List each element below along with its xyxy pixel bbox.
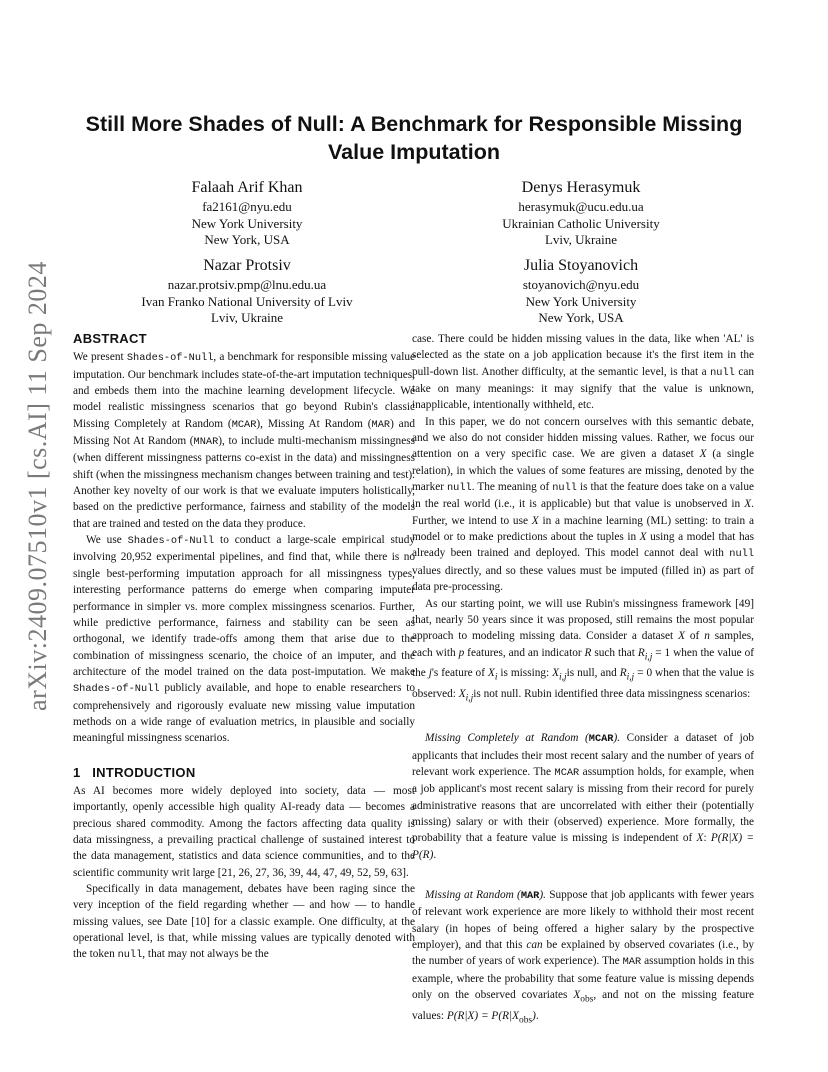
body-paragraph-continued: case. There could be hidden missing values in the data, like when 'AL' is selected as the state on a job application because it's the first item in the pull-down list. Another difficulty, at the semantic level, is that a null can take on many meanings: it may signify that the value is unknown, inapplicable, intentionally withheld, etc. [412, 333, 754, 412]
author-affiliation: New York University [191, 215, 303, 231]
author-block-1 [117, 178, 377, 249]
paper-title-line-2: Value Imputation [327, 140, 501, 164]
author-name: Denys Herasymuk [521, 179, 641, 196]
author-email: stoyanovich@nyu.edu [522, 277, 640, 292]
author-name: Julia Stoyanovich [523, 257, 639, 274]
paper-title-line-1: Still More Shades of Null: A Benchmark for Responsible Missing [85, 112, 743, 136]
author-email: herasymuk@ucu.edu.ua [518, 199, 644, 214]
arxiv-identifier: arXiv:2409.07510v1 [cs.AI] 11 Sep 2024 [23, 261, 52, 711]
abstract-paragraph-2: We use Shades-of-Null to conduct a large-scale empirical study involving 20,952 experimental pipelines, and find that, while there is no single best-performing imputation approach for all missingness types, interesting performance patterns do emerge when comparing imputer performance in simpler vs. more complex missingness scenarios. Further, while predictive performance, fairness and stability can be seen as orthogonal, we identify trade-offs among them that arise due to the combination of missingness scenario, the choice of an imputer, and the architecture of the model trained on the data post-imputation. We make Shades-of-Null publicly available, and hope to enable researchers to comprehensively and rigorously evaluate new missing value imputation methods on a wide range of evaluation metrics, in plausible and socially meaningful missingness scenarios. [73, 534, 415, 745]
author-location: Lviv, Ukraine [544, 232, 618, 247]
author-email: nazar.protsiv.pmp@lnu.edu.ua [167, 277, 327, 292]
author-location: Lviv, Ukraine [210, 310, 284, 325]
author-location: New York, USA [204, 232, 290, 247]
author-affiliation: Ivan Franko National University of Lviv [141, 293, 353, 309]
author-name: Falaah Arif Khan [191, 179, 303, 196]
mcar-paragraph: Missing Completely at Random (MCAR). Consider a dataset of job applicants that includes their most recent salary and the number of years of relevant work experience. The MCAR assumption holds, for example, when a job applicant's most recent salary is missing from their record for purely administrative reasons that are uncorrelated with either their (potentially missing) salary or with their (observed) experience. More formally, the probability that a feature value is missing is independent of X: P(R|X) = P(R). [412, 732, 755, 861]
mar-paragraph: Missing at Random (MAR). Suppose that job applicants with fewer years of relevant work experience are more likely to withhold their most recent salary (in hopes of being offered a higher salary by the prospective employer), and that this can be explained by observed covariates (i.e., by the number of years of work experience). The MAR assumption holds in this example, where the probability that some feature value is missing depends only on the observed covariates $X_{obs}$, and not on the missing feature values: $P(R|X) = P(R|X_{obs})$. [412, 889, 755, 1025]
body-paragraph-rubin-framework: As our starting point, we will use Rubin's missingness framework [49] that, nearly 50 years since it was proposed, still remains the most popular approach to modeling missing data. Consider a dataset X of n samples, each with p features, and an indicator R such that $R_{i,j} = 1$ when the value of the j's feature of $X_i$ is missing: $X_{i,j}is$ null, and $R_{i,j} = 0$ when that the value is observed: $X_{i,j}is$ not null. Rubin identified three data missingness scenarios: [412, 597, 755, 703]
right-column [412, 331, 754, 1028]
introduction-heading: 1 INTRODUCTION [73, 764, 196, 780]
author-name: Nazar Protsiv [203, 257, 291, 274]
author-location: New York, USA [538, 310, 624, 325]
author-affiliation: Ukrainian Catholic University [502, 215, 660, 231]
abstract-paragraph-1: We present Shades-of-Null, a benchmark for responsible missing value imputation. Our benchmark includes state-of-the-art imputation techniques, and embeds them into the machine learning development lifecycle. We model realistic missingness scenarios that go beyond Rubin's classic Missing Completely at Random (MCAR), Missing At Random (MAR) and Missing Not At Random (MNAR), to include multi-mechanism missingness (when different missingness patterns co-exist in the data) and missingness shift (when the missingness mechanism changes between training and test). Another key novelty of our work is that we evaluate imputers holistically, based on the predictive performance, fairness and stability of the models that are trained and tested on the data they produce. [73, 351, 416, 530]
body-paragraph-problem-setting: In this paper, we do not concern ourselves with this semantic debate, and we also do not consider hidden missing values. Rather, we focus our attention on a very specific case. We are given a dataset X (a single relation), in which the values of some features are missing, denoted by the marker null. The meaning of null is that the feature does take on a value in the real world (i.e., it is applicable) but that value is unobserved in X. Further, we intend to use X in a machine learning (ML) setting: to train a model or to make predictions about the tuples in X using a model that has already been trained and deployed. This model cannot deal with null values directly, and so these values must be imputed (filled in) as part of data pre-processing. [412, 415, 755, 594]
intro-paragraph-2: Specifically in data management, debates have been raging since the very inception of the field regarding whether — and how — to handle missing values, see Date [10] for a classic example. One difficulty, at the operational level, is that, while missing values are typically denoted with the token null, that may not always be the [73, 883, 415, 962]
author-block-3 [117, 256, 377, 327]
author-email: fa2161@nyu.edu [202, 199, 292, 214]
paper-title [60, 110, 768, 166]
author-block-4 [451, 256, 711, 327]
abstract-heading: ABSTRACT [73, 331, 147, 346]
left-column [73, 331, 415, 964]
author-block-2 [451, 178, 711, 249]
intro-paragraph-1: As AI becomes more widely deployed into society, data — most importantly, openly accessible high quality AI-ready data — becomes a precious shared commodity. Among the factors affecting data quality is data missingness, a prevailing practical challenge of sustained interest to the data management, statistics and data science communities, and to the scientific community writ large [21, 26, 27, 36, 39, 44, 47, 49, 52, 59, 63]. [73, 784, 415, 879]
author-affiliation: New York University [525, 293, 637, 309]
